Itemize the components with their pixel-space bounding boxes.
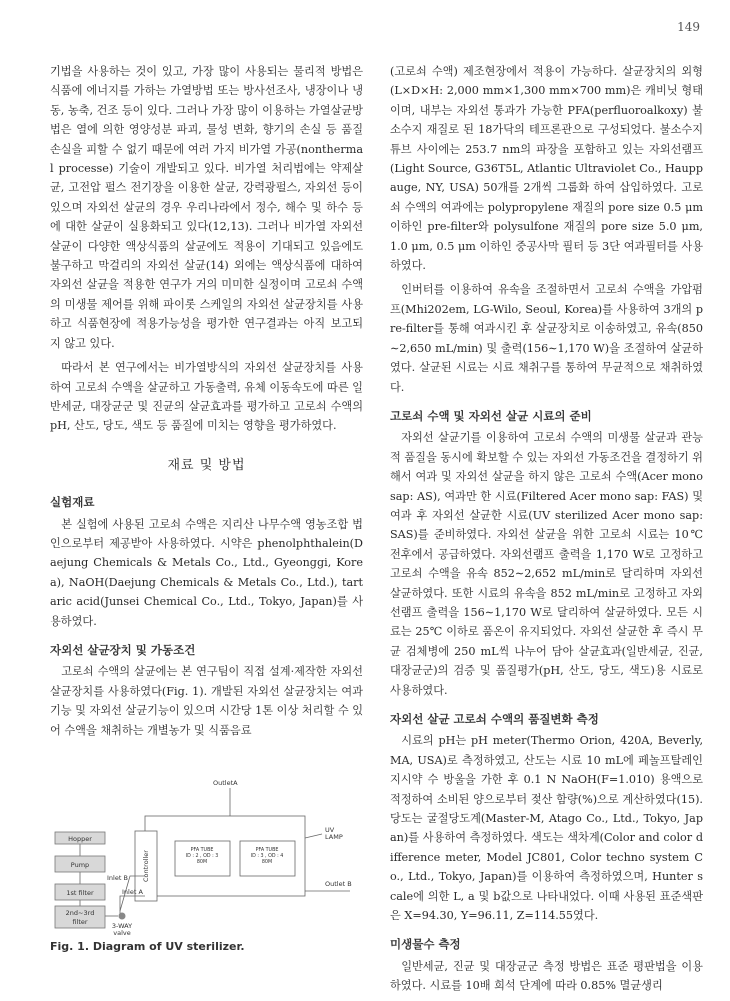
uv-lamp-label: UV xyxy=(325,826,335,834)
uv-lamp-label: LAMP xyxy=(325,833,343,841)
right-column xyxy=(390,62,703,1001)
subsection-heading: 자외선 살균 고로쇠 수액의 품질변화 측정 xyxy=(390,712,599,726)
figure-caption: Fig. 1. Diagram of UV sterilizer. xyxy=(50,940,245,953)
tube1-label: ID : 2 , OD : 3 xyxy=(185,854,219,859)
body-paragraph: 시료의 pH는 pH meter(Thermo Orion, 420A, Beverly, MA, USA)로 측정하였고, 산도는 시료 10 mL에 페놀프탈레인 지시약 수 방울을 가한 후 0.1 N NaOH(F=1.010) 용액으로 적정하여 소비된 양으로부터 젖산 함량(%)으로 계산하였다(15). 당도는 굴절당도계(Master-M, Atago Co., Ltd., Tokyo, Japan)를 사용하여 측정하였다. 색도는 색차계(Color and color difference meter, Model JC801, Color techno system Co., Ltd., Tokyo, Japan)를 이용하여 측정하였으며, Hunter scale에 의한 L, a 및 b값으로 나타내었다. 이때 사용된 표준색판은 X=94.30, Y=96.11, Z=114.55였다. xyxy=(390,734,703,923)
body-paragraph: 일반세균, 진균 및 대장균군 측정 방법은 표준 평판법을 이용하였다. 시료를 10배 희석 단계에 따라 0.85% 멸균생리 xyxy=(390,959,703,993)
outlet-b-label: Outlet B xyxy=(325,880,352,888)
second-third-filter-label: filter xyxy=(72,918,88,926)
hopper-label: Hopper xyxy=(68,835,92,843)
subsection-heading: 자외선 살균장치 및 가동조건 xyxy=(50,642,196,657)
subsection-heading: 실험재료 xyxy=(50,495,95,510)
first-filter-label: 1st filter xyxy=(66,889,94,897)
inlet-a-label: Inlet A xyxy=(122,888,143,896)
body-paragraph: 고로쇠 수액의 살균에는 본 연구팀이 직접 설계·제작한 자외선 살균장치를 사용하였다(Fig. 1). 개발된 자외선 살균장치는 여과기능 및 자외선 살균기능이 있으며 시간당 1톤 이상 처리할 수 있어 수액을 채취하는 개별농가 및 식품음료 xyxy=(50,665,363,737)
tube2-label: PFA TUBE xyxy=(255,848,279,853)
subsection-heading: 고로쇠 수액 및 자외선 살균 시료의 준비 xyxy=(390,408,592,423)
valve-label: 3-WAY xyxy=(111,922,133,930)
section-title: 재료 및 방법 xyxy=(167,457,246,473)
subsection-heading: 미생물수 측정 xyxy=(390,937,461,952)
tube1-label: PFA TUBE xyxy=(190,848,214,853)
outlet-a-label: OutletA xyxy=(213,779,238,787)
left-column xyxy=(50,62,363,745)
body-paragraph: 따라서 본 연구에서는 비가열방식의 자외선 살균장치를 사용하여 고로쇠 수액을 살균하고 가동출력, 유체 이동속도에 따른 일반세균, 대장균군 및 진균의 살균효과를 평가하고 고로쇠 수액의 pH, 산도, 당도, 색도 등 품질에 미치는 영향을 평가하였다. xyxy=(50,361,363,433)
valve-label: valve xyxy=(113,929,131,936)
page-number: 149 xyxy=(677,20,700,34)
pump-label: Pump xyxy=(70,861,90,869)
second-third-filter-label: 2nd~3rd xyxy=(65,909,95,917)
body-paragraph: 본 실험에 사용된 고로쇠 수액은 지리산 나무수액 영농조합 법인으로부터 제공받아 사용하였다. 시약은 phenolphthalein(Daejung Chemicals & Metals Co., Ltd., Gyeonggi, Korea), NaOH(Daejung Chemicals & Metals Co., Ltd.), tartaric acid(Junsei Chemical Co., Ltd., Tokyo, Japan)를 사용하였다. xyxy=(50,517,363,628)
tube2-label: 80M xyxy=(261,860,273,865)
body-paragraph: 인버터를 이용하여 유속을 조절하면서 고로쇠 수액을 가압펌프(Mhi202em, LG-Wilo, Seoul, Korea)를 사용하여 3개의 pre-filter를 통해 여과시킨 후 살균장치로 이송하였고, 유속(850∼2,650 mL/min) 및 출력(156∼1,170 W)을 조절하여 살균하였다. 살균된 시료는 시료 채취구를 통하여 무균적으로 채취하였다. xyxy=(390,283,703,394)
uv-sterilizer-diagram xyxy=(50,776,365,936)
body-paragraph: 기법을 사용하는 것이 있고, 가장 많이 사용되는 물리적 방법은 식품에 에너지를 가하는 가열방법 또는 방사선조사, 냉장이나 냉동, 농축, 건조 등이 있다. 그러나 가장 많이 이용하는 가열살균방법은 열에 의한 영양성분 파괴, 물성 변화, 향기의 손실 등 품질 손실을 피할 수 없기 때문에 여러 가지 비가열 가공(nonthermal processe) 기술이 개발되고 있다. 비가열 처리법에는 약제살균, 고전압 펄스 전기장을 이용한 살균, 강력광펄스, 자외선 등이 있으며 자외선 살균의 경우 우리나라에서 정수, 해수 및 하수 등에 대한 살균이 실용화되고 있다(12,13). 그러나 비가열 자외선살균이 다양한 액상식품의 살균에도 적용이 기대되고 있음에도 불구하고 막걸리의 자외선 살균(14) 외에는 액상식품에 대하여 자외선 살균을 적용한 연구가 거의 미미한 실정이며 고로쇠 수액의 미생물 제어를 위해 파이롯 스케일의 자외선 살균장치를 사용하고 식품현장에 적용가능성을 평가한 연구결과는 아직 보고되지 않고 있다. xyxy=(50,65,363,350)
tube1-label: 80M xyxy=(196,860,208,865)
body-paragraph: 자외선 살균기를 이용하여 고로쇠 수액의 미생물 살균과 관능적 품질을 동시에 확보할 수 있는 자외선 가동조건을 결정하기 위해서 여과 및 자외선 살균을 하지 않은 고로쇠 수액(Acer mono sap: AS), 여과만 한 시료(Filtered Acer mono sap: FAS) 및 여과 후 자외선 살균한 시료(UV sterilized Acer mono sap: SAS)를 준비하였다. 자외선 살균을 위한 고로쇠 시료는 10℃ 전후에서 공급하였다. 자외선램프 출력을 1,170 W로 고정하고 고로쇠 수액을 유속 852∼2,652 mL/min로 달리하며 자외선 살균하였다. 또한 시료의 유속을 852 mL/min로 고정하고 자외선램프 출력을 156∼1,170 W로 달리하여 살균하였다. 모든 시료는 25℃ 이하로 품온이 유지되었다. 자외선 살균한 후 즉시 무균 검체병에 250 mL씩 나누어 담아 살균효과(일반세균, 진균, 대장균군)의 검증 및 품질평가(pH, 산도, 당도, 색도)용 시료로 사용하였다. xyxy=(390,431,703,697)
body-paragraph: (고로쇠 수액) 제조현장에서 적용이 가능하다. 살균장치의 외형(L×D×H: 2,000 mm×1,300 mm×700 mm)은 캐비닛 형태이며, 내부는 자외선 통과가 가능한 PFA(perfluoroalkoxy) 불소수지 재질로 된 18가닥의 테프론관으로 구성되었다. 불소수지튜브 사이에는 253.7 nm의 파장을 포함하고 있는 자외선램프(Light Source, G36T5L, Atlantic Ultraviolet Co., Hauppauge, NY, USA) 50개를 2개씩 그룹화 하여 삽입하였다. 고로쇠 수액의 여과에는 polypropylene 재질의 pore size 0.5 μm 이하인 pre-filter와 polysulfone 재질의 pore size 5.0 μm, 1.0 μm, 0.5 μm 이하인 중공사막 필터 등 3단 여과필터를 사용하였다. xyxy=(390,65,703,273)
controller-label: Controller xyxy=(142,850,150,882)
three-way-valve-icon xyxy=(119,913,126,920)
inlet-b-label: Inlet B xyxy=(107,874,128,882)
tube2-label: ID : 3 , OD : 4 xyxy=(250,854,284,859)
uv-lamp-pointer xyxy=(305,834,322,838)
